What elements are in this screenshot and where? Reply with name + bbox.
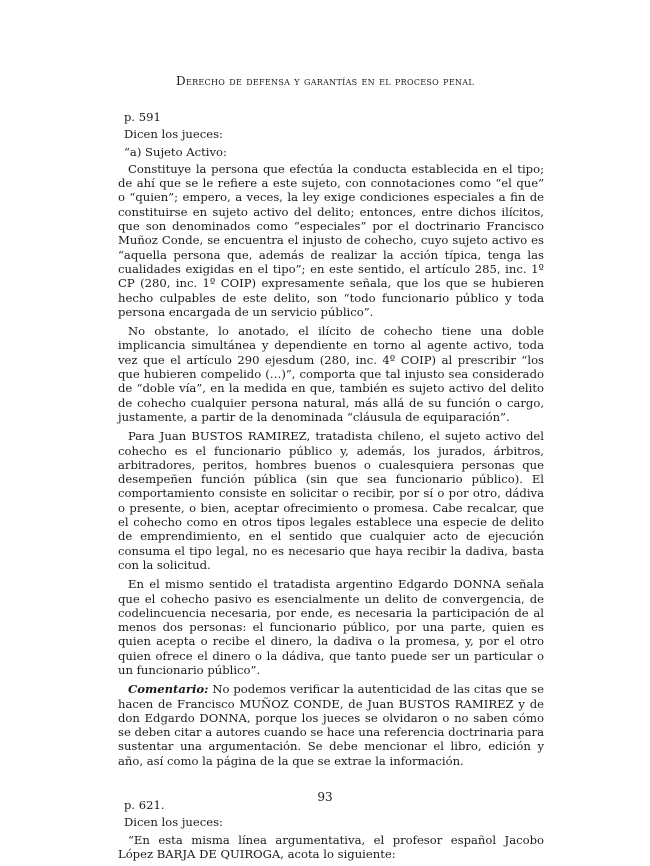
paragraph-doble-via: No obstante, lo anotado, el ilícito de cohecho tiene una doble implicancia simultánea y dependiente en torno al agente activo, toda vez que el artículo 290 ejesdum (280, inc. 4º COIP) al prescribir “los que hubieren compelido (…)”, comporta que tal injusto sea considerado de “doble vía”, en la medida en que, también es sujeto activo del delito de cohecho cualquier persona natural, más allá de su función o cargo, justamente, a partir de la denominada “cláusula de equiparación”. <box>118 324 544 424</box>
paragraph-sujeto-activo: Constituye la persona que efectúa la conducta establecida en el tipo; de ahí que se le refiere a este sujeto, con connotaciones como “el que” o “quien”; empero, a veces, la ley exige condiciones especiales a fin de constituirse en sujeto activo del delito; entonces, entre dichos ilícitos, que son denominados como “especiales” por el doctrinario Francisco Muñoz Conde, se encuentra el injusto de cohecho, cuyo sujeto activo es “aquella persona que, además de realizar la acción típica, tenga las cualidades exigidas en el tipo”; en este sentido, el artículo 285, inc. 1º CP (280, inc. 1º COIP) expresamente señala, que los que se hubieren hecho culpables de este delito, son “todo funcionario público y toda persona encargada de un servicio público”. <box>118 161 544 319</box>
comment-label: Comentario: <box>128 682 209 697</box>
intro-line: Dicen los jueces: <box>124 127 223 142</box>
intro-line-2: Dicen los jueces: <box>124 815 223 830</box>
comment-paragraph <box>118 682 544 768</box>
paragraph-bustos-ramirez: Para Juan BUSTOS RAMIREZ, tratadista chileno, el sujeto activo del cohecho es el funcionario público y, además, los jurados, árbitros, arbitradores, peritos, hombres buenos o cualesquiera personas que desempeñen función pública (sin que sea funcionario público). El comportamiento consiste en solicitar o recibir, por sí o por otro, dádiva o presente, o bien, aceptar ofrecimiento o promesa. Cabe recalcar, que el cohecho como en otros tipos legales establece una especie de delito de emprendimiento, en el sentido que cualquier acto de ejecución consuma el tipo legal, no es necesario que haya recibir la dadiva, basta con la solicitud. <box>118 429 544 572</box>
comment-text: No podemos verificar la autenticidad de las citas que se hacen de Francisco MUÑOZ CONDE, de Juan BUSTOS RAMIREZ y de don Edgardo DONNA, porque los jueces se olvidaron o no saben cómo se deben citar a autores cuando se hace una referencia doctrinaria para sustentar una argumentación. Se debe mencionar el libro, edición y año, así como la página de la que se extrae la información. <box>118 682 544 768</box>
paragraph-donna: En el mismo sentido el tratadista argentino Edgardo DONNA señala que el cohecho pasivo es esencialmente un delito de convergencia, de codelincuencia necesaria, por ende, es necesaria la participación de al menos dos personas: el funcionario público, por una parte, quien es quien acepta o recibe el dinero, la dadiva o la promesa, y, por el otro quien ofrece el dinero o la dádiva, que tanto puede ser un particular o un funcionario público”. <box>118 577 544 677</box>
running-header: Derecho de defensa y garantías en el proceso penal <box>176 74 474 88</box>
page-body <box>118 110 544 866</box>
paragraph-lopez-barja: “En esta misma línea argumentativa, el profesor español Jacobo López BARJA DE QUIROGA, acota lo siguiente: <box>118 832 544 861</box>
section-subtitle: “a) Sujeto Activo: <box>124 144 227 159</box>
page-reference: p. 591 <box>124 110 161 124</box>
page-number: 93 <box>317 790 333 804</box>
page-reference-2: p. 621. <box>124 798 165 813</box>
